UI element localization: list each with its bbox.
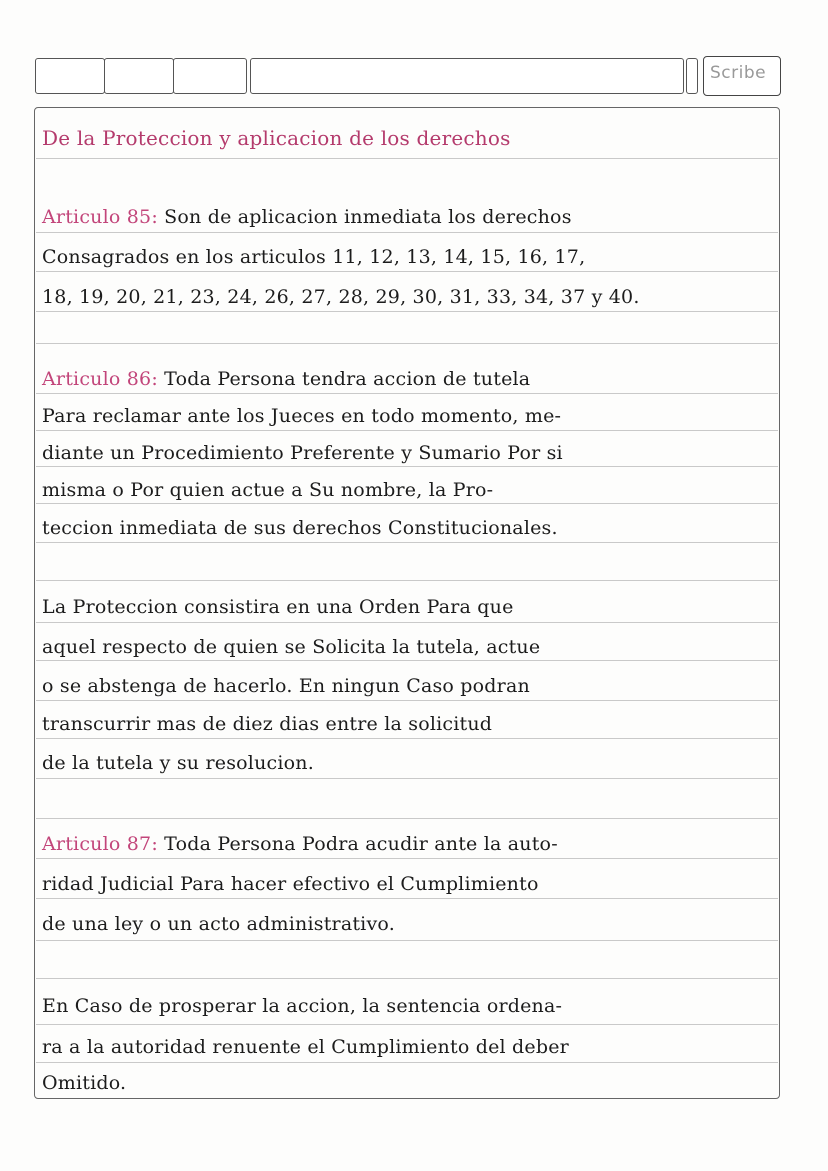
header-field-1 [35, 58, 105, 94]
art86-text-1: Toda Persona tendra accion de tutela [157, 368, 531, 390]
brand-text: Scribe [710, 63, 767, 83]
rule-line [36, 311, 778, 312]
para3-line-1: En Caso de prosperar la accion, la sentencia ordena- [42, 995, 563, 1017]
art87-text-1: Toda Persona Podra acudir ante la auto- [157, 833, 558, 855]
art87-line-1 [42, 833, 778, 855]
rule-line [36, 660, 778, 661]
art85-text-1: Son de aplicacion inmediata los derechos [157, 206, 572, 228]
brand-logo [703, 56, 781, 96]
art85-line-2: Consagrados en los articulos 11, 12, 13, 14, 15, 16, 17, [42, 246, 586, 268]
rule-line [36, 700, 778, 701]
art86-line-1 [42, 368, 778, 390]
rule-line [36, 430, 778, 431]
rule-line [36, 940, 778, 941]
art85-line-1 [42, 206, 778, 228]
rule-line [36, 622, 778, 623]
art85-line-3: 18, 19, 20, 21, 23, 24, 26, 27, 28, 29, 30, 31, 33, 34, 37 y 40. [42, 286, 640, 308]
art86-line-4: misma o Por quien actue a Su nombre, la Pro- [42, 479, 494, 501]
para2-line-4: transcurrir mas de diez dias entre la solicitud [42, 713, 493, 735]
rule-line [36, 778, 778, 779]
header-field-4 [250, 58, 684, 94]
art85-label: Articulo 85: [42, 206, 158, 228]
rule-line [36, 271, 778, 272]
rule-line [36, 542, 778, 543]
document-title: De la Proteccion y aplicacion de los derechos [42, 126, 511, 150]
art87-label: Articulo 87: [42, 833, 158, 855]
rule-line [36, 1062, 778, 1063]
rule-line [36, 738, 778, 739]
art87-line-2: ridad Judicial Para hacer efectivo el Cumplimiento [42, 873, 539, 895]
rule-line [36, 343, 778, 344]
para2-line-3: o se abstenga de hacerlo. En ningun Caso podran [42, 675, 530, 697]
art86-line-5: teccion inmediata de sus derechos Constitucionales. [42, 517, 558, 539]
para3-line-2: ra a la autoridad renuente el Cumplimiento del deber [42, 1036, 569, 1058]
art86-line-3: diante un Procedimiento Preferente y Sumario Por si [42, 442, 563, 464]
header-field-5 [686, 58, 698, 94]
rule-line [36, 393, 778, 394]
rule-line [36, 158, 778, 159]
para3-line-3: Omitido. [42, 1072, 127, 1094]
rule-line [36, 580, 778, 581]
rule-line [36, 1024, 778, 1025]
para2-line-2: aquel respecto de quien se Solicita la tutela, actue [42, 636, 541, 658]
rule-line [36, 858, 778, 859]
header-field-3 [173, 58, 247, 94]
rule-line [36, 818, 778, 819]
art86-label: Articulo 86: [42, 368, 158, 390]
rule-line [36, 232, 778, 233]
para2-line-5: de la tutela y su resolucion. [42, 752, 314, 774]
rule-line [36, 466, 778, 467]
art86-line-2: Para reclamar ante los Jueces en todo momento, me- [42, 405, 562, 427]
rule-line [36, 898, 778, 899]
rule-line [36, 978, 778, 979]
rule-line [36, 503, 778, 504]
para2-line-1: La Proteccion consistira en una Orden Para que [42, 596, 514, 618]
header-field-2 [104, 58, 174, 94]
art87-line-3: de una ley o un acto administrativo. [42, 913, 395, 935]
